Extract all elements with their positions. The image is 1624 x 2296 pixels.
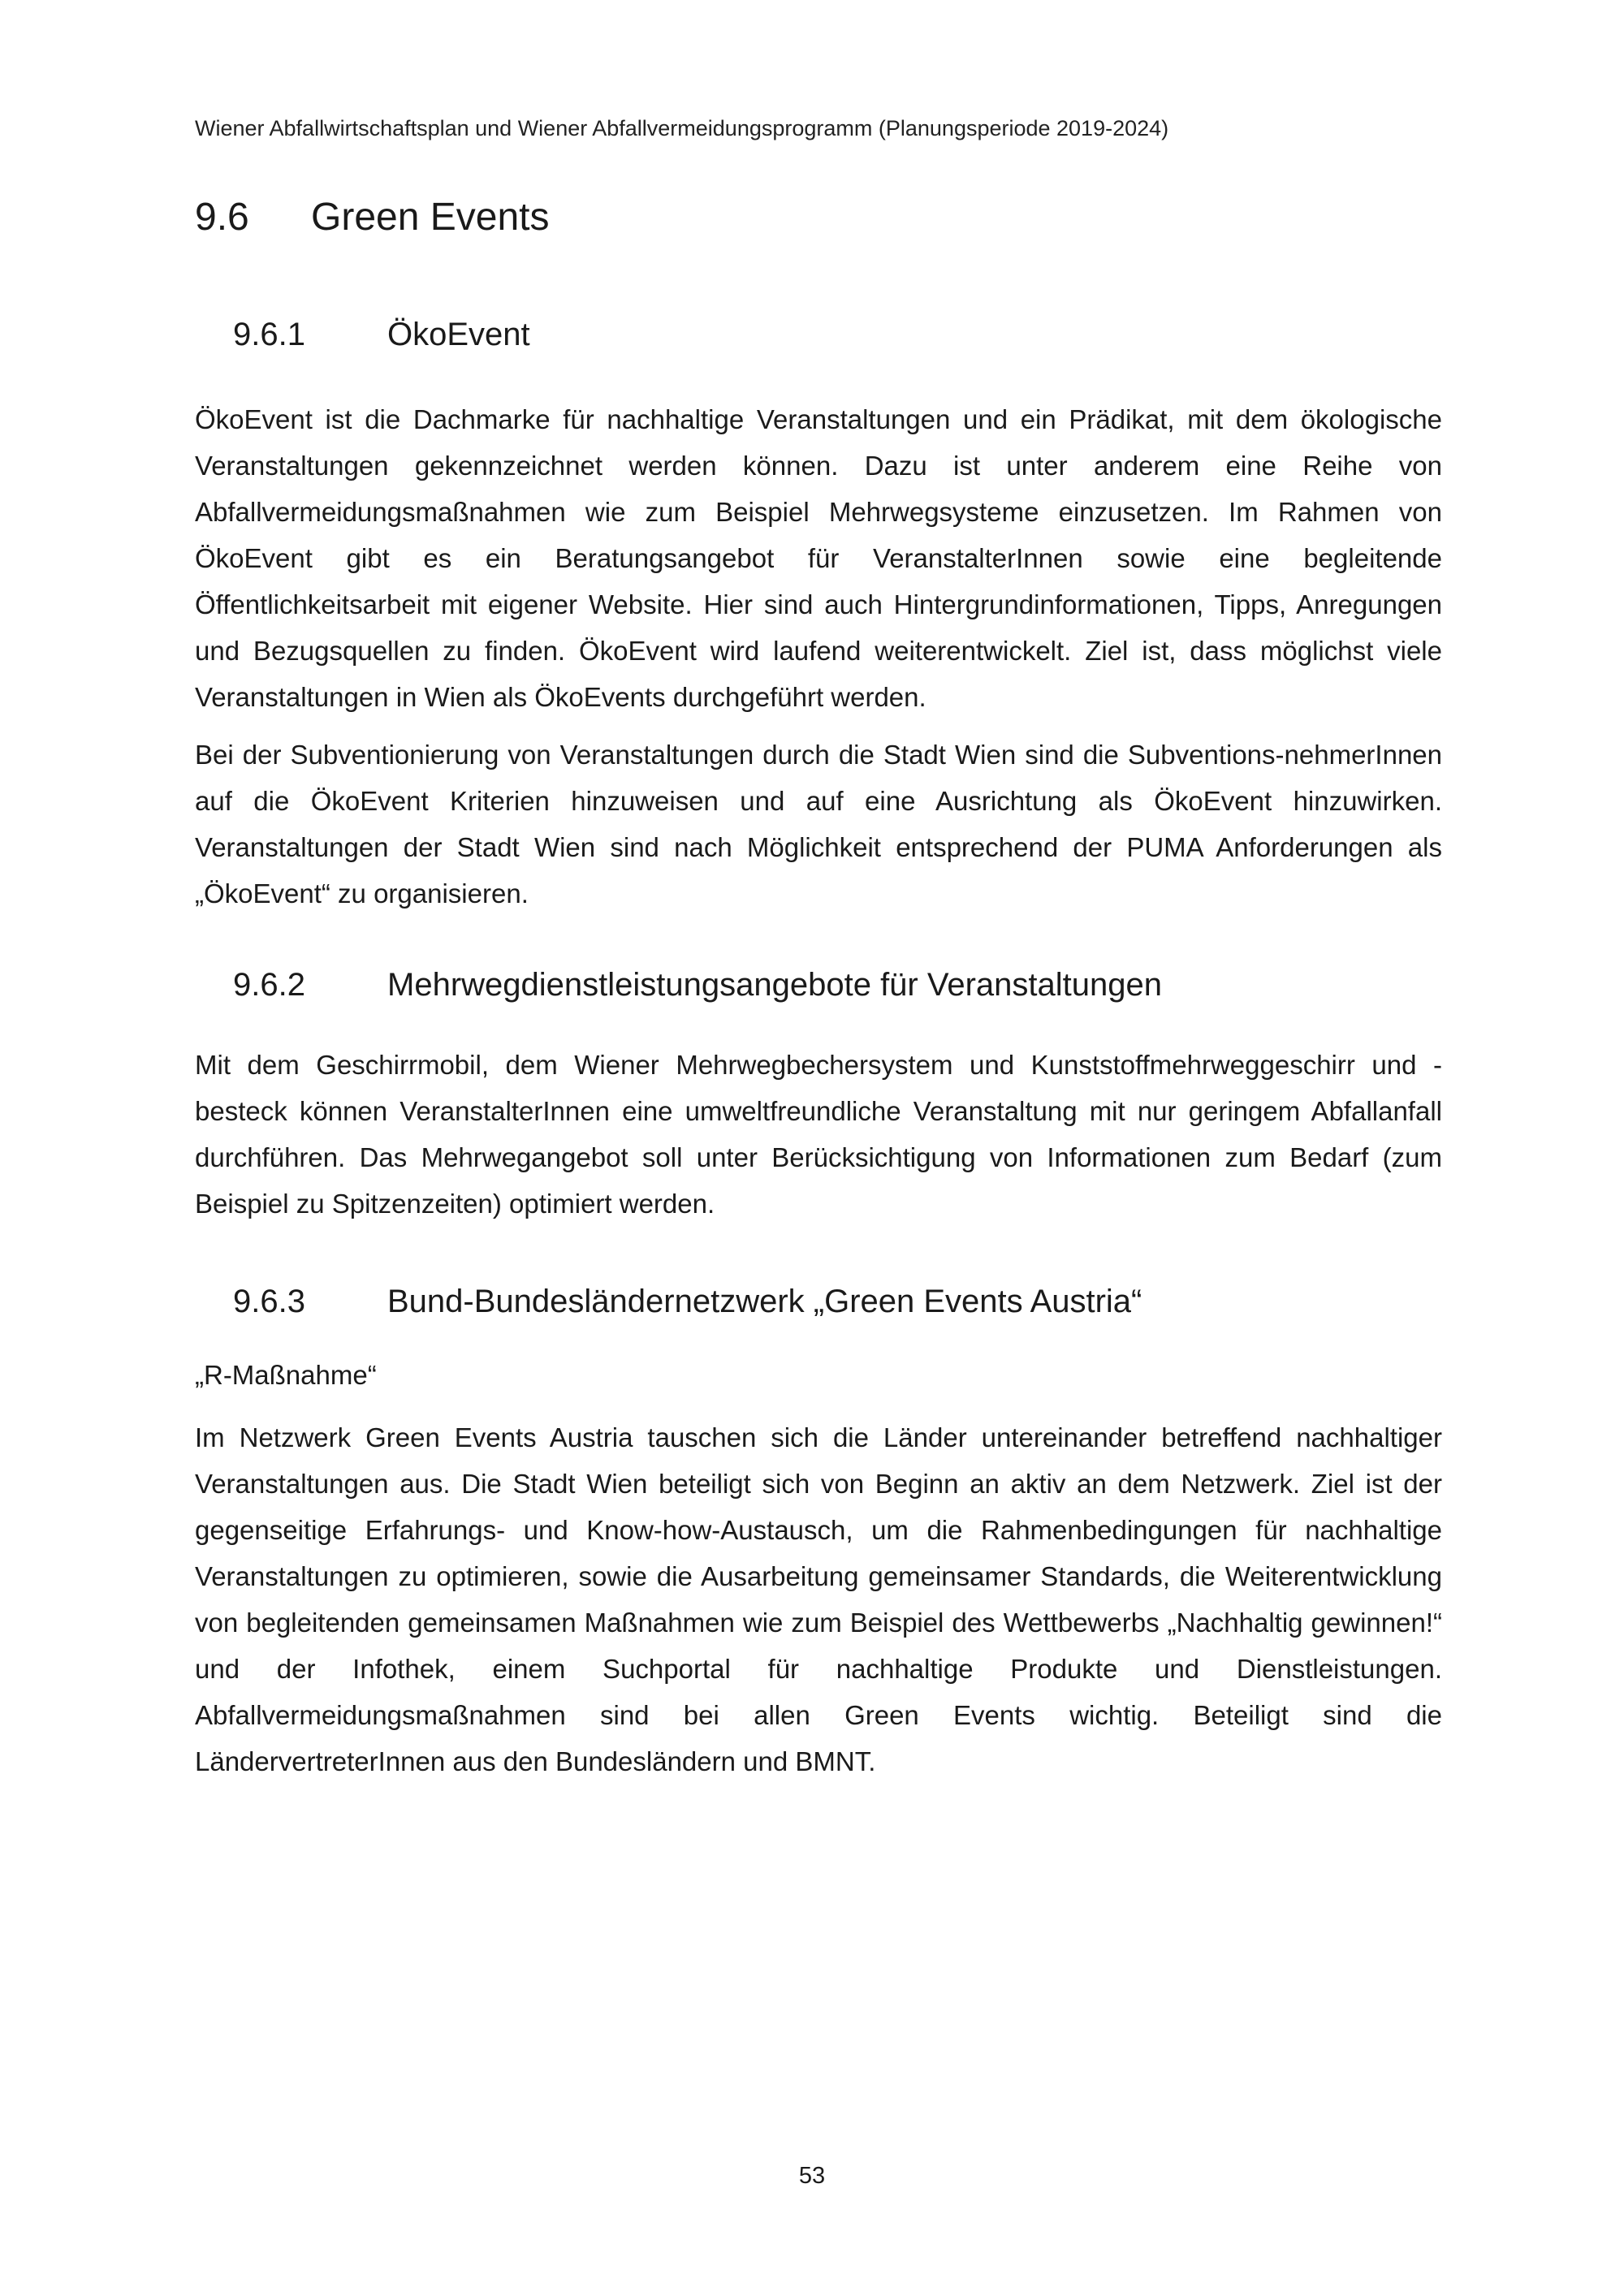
section-heading [195,193,1442,242]
paragraph: ÖkoEvent ist die Dachmarke für nachhaltige Veranstaltungen und ein Prädikat, mit dem ökologische Veranstaltungen gekennzeichnet werden können. Dazu ist unter anderem eine Reihe von Abfallvermeidungsmaßnahmen wie zum Beispiel Mehrwegsysteme einzusetzen. Im Rahmen von ÖkoEvent gibt es ein Beratungsangebot für VeranstalterInnen sowie eine begleitende Öffentlichkeitsarbeit mit eigener Website. Hier sind auch Hintergrundinformationen, Tipps, Anregungen und Bezugsquellen zu finden. ÖkoEvent wird laufend weiterentwickelt. Ziel ist, dass möglichst viele Veranstaltungen in Wien als ÖkoEvents durchgeführt werden. [195,404,1442,712]
page-number: 53 [798,2163,826,2189]
measure-tag: „R-Maßnahme“ [195,1360,377,1390]
running-header: Wiener Abfallwirtschaftsplan und Wiener Abfallvermeidungsprogramm (Planungsperiode 2019-2024) [195,116,1169,140]
section-number: 9.6 [195,196,249,239]
subsection-number: 9.6.1 [233,317,305,352]
subsection-title: Bund-Bundesländernetzwerk „Green Events Austria“ [387,1284,1142,1319]
subsection-number: 9.6.3 [233,1284,305,1319]
section-title: Green Events [311,196,550,239]
paragraph: Im Netzwerk Green Events Austria tauschen sich die Länder untereinander betreffend nachhaltiger Veranstaltungen aus. Die Stadt Wien beteiligt sich von Beginn an aktiv an dem Netzwerk. Ziel ist der gegenseitige Erfahrungs- und Know-how-Austausch, um die Rahmenbedingungen für nachhaltige Veranstaltungen zu optimieren, sowie die Ausarbeitung gemeinsamer Standards, die Weiterentwicklung von begleitenden gemeinsamen Maßnahmen wie zum Beispiel des Wettbewerbs „Nachhaltig gewinnen!“ und der Infothek, einem Suchportal für nachhaltige Produkte und Dienstleistungen. Abfallvermeidungsmaßnahmen sind bei allen Green Events wichtig. Beteiligt sind die LändervertreterInnen aus den Bundesländern und BMNT. [195,1422,1442,1776]
subsection-heading-green-events-austria [195,1280,1442,1323]
subsection-heading-mehrweg [195,964,1442,1006]
subsection-title: Mehrwegdienstleistungsangebote für Veranstaltungen [387,967,1162,1003]
paragraph: Bei der Subventionierung von Veranstaltungen durch die Stadt Wien sind die Subventions-nehmerInnen auf die ÖkoEvent Kriterien hinzuweisen und auf eine Ausrichtung als ÖkoEvent hinzuwirken. Veranstaltungen der Stadt Wien sind nach Möglichkeit entsprechend der PUMA Anforderungen als „ÖkoEvent“ zu organisieren. [195,740,1442,908]
paragraph: Mit dem Geschirrmobil, dem Wiener Mehrwegbechersystem und Kunststoffmehrweggeschirr und -besteck können VeranstalterInnen eine umweltfreundliche Veranstaltung mit nur geringem Abfallanfall durchführen. Das Mehrwegangebot soll unter Berücksichtigung von Informationen zum Bedarf (zum Beispiel zu Spitzenzeiten) optimiert werden. [195,1050,1442,1219]
subsection-heading-oekoevent [195,313,1442,356]
subsection-number: 9.6.2 [233,967,305,1003]
subsection-title: ÖkoEvent [387,317,530,352]
page-content [195,193,1442,1785]
